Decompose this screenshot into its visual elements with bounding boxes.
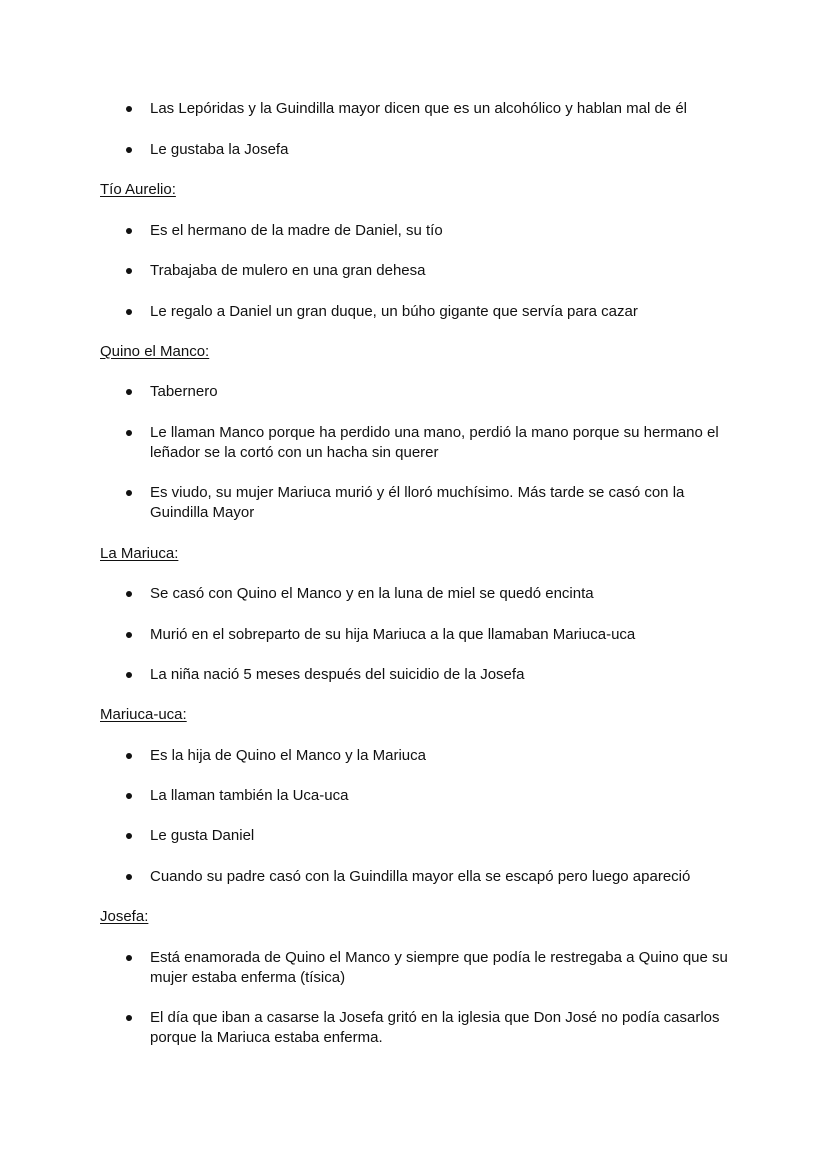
section-heading-la-mariuca: La Mariuca:	[100, 545, 179, 562]
bullet-icon	[126, 793, 132, 799]
bullet-icon	[126, 672, 132, 678]
bullet-icon	[126, 874, 132, 880]
section-heading-quino-el-manco: Quino el Manco:	[100, 343, 210, 360]
list-item-text: La llaman también la Uca-uca	[150, 787, 349, 804]
bullet-icon	[126, 430, 132, 436]
bullet-icon	[126, 147, 132, 153]
list-item-text: Es viudo, su mujer Mariuca murió y él lloró muchísimo. Más tarde se casó con la Guindilla Mayor	[150, 484, 685, 521]
section-heading-mariuca-uca: Mariuca-uca:	[100, 706, 187, 723]
list-item-text: Le regalo a Daniel un gran duque, un búho gigante que servía para cazar	[150, 303, 638, 320]
list-item-text: Murió en el sobreparto de su hija Mariuca a la que llamaban Mariuca-uca	[150, 626, 636, 643]
bullet-icon	[126, 1015, 132, 1021]
list-item-text: Las Lepóridas y la Guindilla mayor dicen que es un alcohólico y hablan mal de él	[150, 100, 687, 117]
bullet-icon	[126, 591, 132, 597]
list-item-text: Cuando su padre casó con la Guindilla mayor ella se escapó pero luego apareció	[150, 868, 691, 885]
list-item-text: El día que iban a casarse la Josefa gritó en la iglesia que Don José no podía casarlos porque la Mariuca estaba enferma.	[150, 1009, 720, 1046]
list-item-text: Está enamorada de Quino el Manco y siempre que podía le restregaba a Quino que su mujer estaba enferma (tísica)	[150, 949, 728, 986]
bullet-icon	[126, 490, 132, 496]
list-item-text: Tabernero	[150, 383, 218, 400]
bullet-icon	[126, 389, 132, 395]
bullet-icon	[126, 833, 132, 839]
bullet-icon	[126, 753, 132, 759]
bullet-icon	[126, 632, 132, 638]
section-heading-tio-aurelio: Tío Aurelio:	[100, 181, 176, 198]
list-item-text: Es el hermano de la madre de Daniel, su tío	[150, 222, 443, 239]
bullet-icon	[126, 268, 132, 274]
bullet-icon	[126, 228, 132, 234]
list-item-text: Le gusta Daniel	[150, 827, 255, 844]
section-heading-josefa: Josefa:	[100, 908, 149, 925]
list-item-text: La niña nació 5 meses después del suicidio de la Josefa	[150, 666, 525, 683]
bullet-icon	[126, 955, 132, 961]
list-item-text: Le llaman Manco porque ha perdido una mano, perdió la mano porque su hermano el leñador se la cortó con un hacha sin querer	[150, 424, 719, 461]
bullet-icon	[126, 309, 132, 315]
list-item-text: Trabajaba de mulero en una gran dehesa	[150, 262, 426, 279]
list-item-text: Le gustaba la Josefa	[150, 141, 289, 158]
bullet-icon	[126, 106, 132, 112]
list-item-text: Es la hija de Quino el Manco y la Mariuca	[150, 747, 426, 764]
list-item-text: Se casó con Quino el Manco y en la luna de miel se quedó encinta	[150, 585, 594, 602]
